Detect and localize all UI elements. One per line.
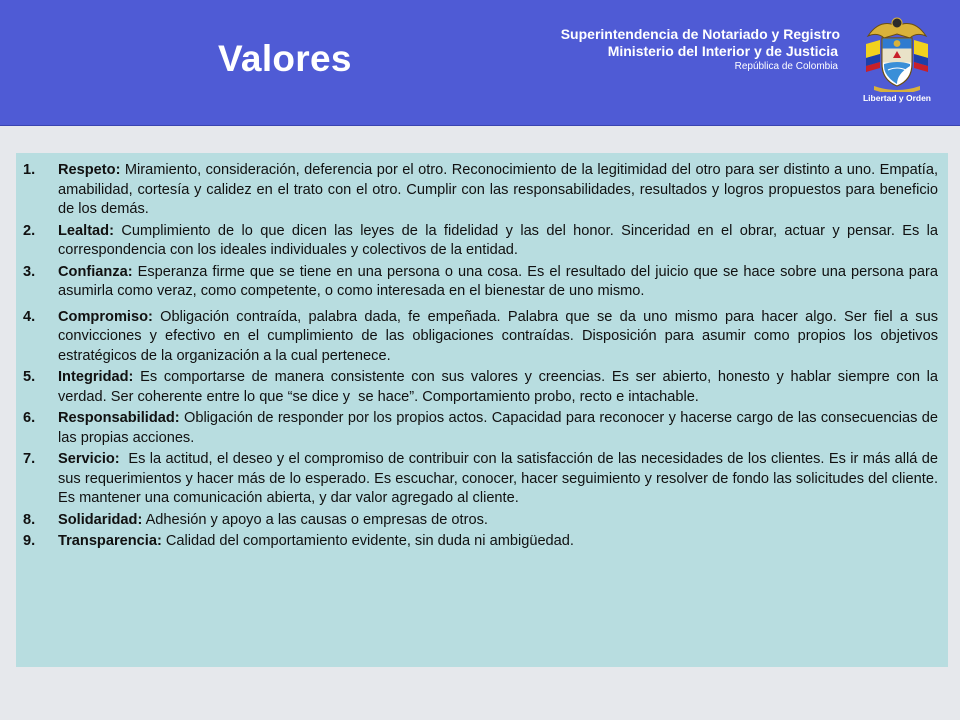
motto-text: Libertad y Orden [862,93,931,103]
value-number: 1. [23,162,36,178]
value-term: Servicio: [58,451,120,467]
value-description: Es la actitud, el deseo y el compromiso de contribuir con la satisfacción de las necesidades de los clientes. Es ir más allá de sus requerimientos y hacer más de lo esperado. Es escuchar, conocer, hacer seguimiento y resolver de fondo las solicitudes del cliente. Es mantener una comunicación abierta, y dar valor agregado al cliente. [58,451,943,506]
values-list [16,153,948,552]
value-term: Confianza: [58,263,133,280]
value-number: 9. [23,533,36,549]
value-item [16,308,948,367]
value-number: 8. [23,511,36,528]
value-term: Solidaridad: [58,511,143,528]
value-description: Obligación de responder por los propios actos. Capacidad para reconocer y hacerse cargo de las consecuencias de las propias acciones. [58,410,943,446]
value-number: 2. [23,222,36,239]
org-line-ministerio: Ministerio del Interior y de Justicia [607,43,838,59]
values-panel [16,153,948,667]
value-description: Calidad del comportamiento evidente, sin duda ni ambigüedad. [161,533,574,549]
value-item [16,222,948,261]
value-item [16,161,948,220]
value-item [16,368,948,407]
value-number: 5. [23,369,36,385]
value-description: Esperanza firme que se tiene en una persona o una cosa. Es el resultado del juicio que se hace sobre una persona para asumirla como veraz, como competente, o como interesada en el bienestar de uno mismo. [58,263,943,299]
value-description: Obligación contraída, palabra dada, fe empeñada. Palabra que se da uno mismo para hacer algo. Ser fiel a sus convicciones y efectivo en el cumplimiento de las obligaciones contraídas. Disposición para asumir como propios los objetivos estratégicos de la organización a la cual pertenece. [58,308,943,364]
value-item [16,409,948,448]
value-description: Miramiento, consideración, deferencia por el otro. Reconocimiento de la legitimidad del otro para ser distinto a uno. Empatía, amabilidad, cortesía y calidez en el trato con el otro. Cumplir con las responsabilidades, resultados y logros propuestos para beneficio de los demás. [58,162,943,217]
value-number: 6. [23,410,36,426]
value-term: Transparencia: [58,533,162,549]
value-number: 4. [23,308,36,325]
value-description: Adhesión y apoyo a las causas o empresas de otros. [142,511,488,528]
value-item [16,263,948,302]
value-description: Es comportarse de manera consistente con sus valores y creencias. Es ser abierto, honesto y hablar siempre con la verdad. Ser coherente entre lo que “se dice y se hace”. Comportamiento probo, recto e intachable. [58,369,943,405]
value-term: Compromiso: [58,308,153,325]
value-item [16,450,948,509]
value-term: Integridad: [58,369,134,385]
value-item [16,511,948,531]
value-term: Lealtad: [58,222,114,239]
organization-name [561,26,840,73]
page-title: Valores [218,38,352,79]
header-banner [0,0,960,126]
value-term: Responsabilidad: [58,410,180,426]
value-description: Cumplimiento de lo que dicen las leyes de la fidelidad y las del honor. Sinceridad en el obrar, actuar y pensar. Es la correspondencia con los ideales individuales y colectivos de la entidad. [58,222,943,258]
org-line-republica: República de Colombia [734,61,838,72]
org-line-superintendencia: Superintendencia de Notariado y Registro [560,26,840,42]
value-term: Respeto: [58,162,121,178]
value-number: 3. [23,263,36,280]
value-item [16,532,948,552]
value-number: 7. [23,451,36,467]
